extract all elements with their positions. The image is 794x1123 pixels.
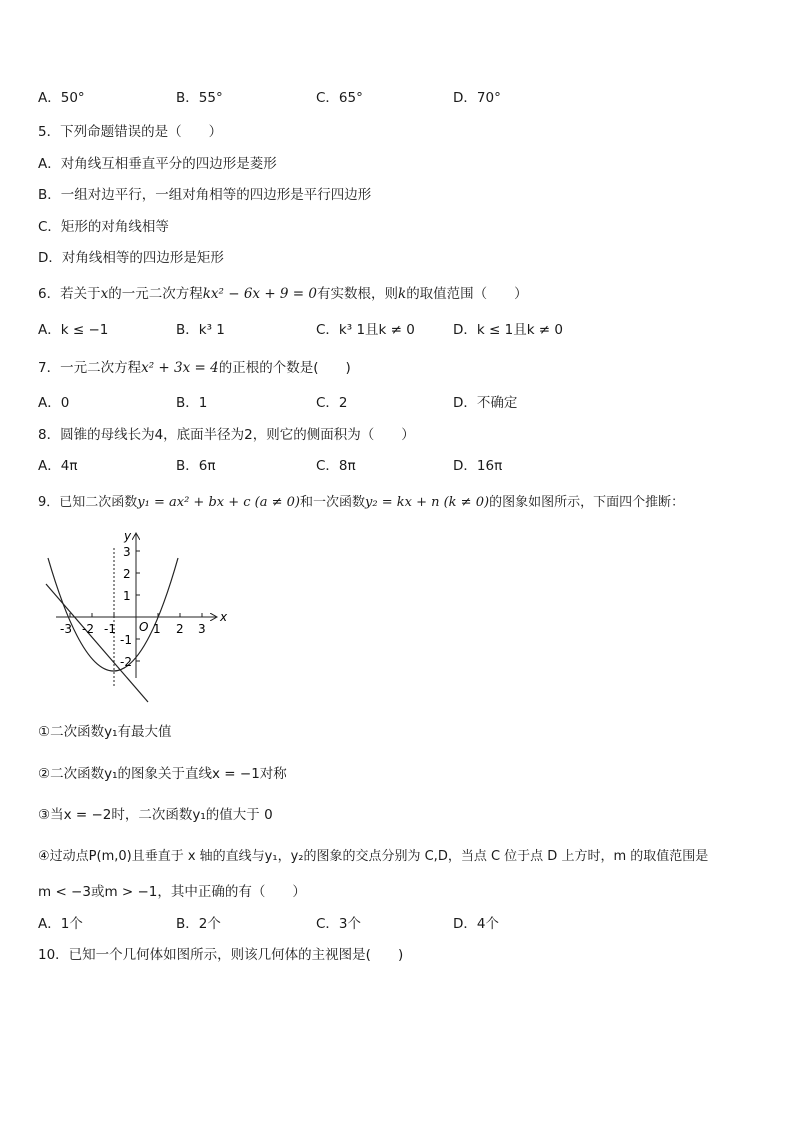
x-tick-label: 1: [153, 622, 161, 636]
origin-label: O: [139, 620, 149, 634]
q4-option-c: C．65°: [316, 90, 363, 106]
q9-graph: [38, 526, 238, 706]
q9-option-d: D．4个: [453, 916, 499, 932]
y-tick-label: -1: [120, 633, 132, 647]
q5-option-d: D．对角线相等的四边形是矩形: [38, 250, 224, 266]
x-tick-label: 3: [198, 622, 206, 636]
q5-option-a: A．对角线互相垂直平分的四边形是菱形: [38, 156, 277, 172]
q6-option-a: A．k ≤ −1: [38, 322, 109, 338]
q9-option-b: B．2个: [176, 916, 221, 932]
q6-stem-end: 的取值范围（ ）: [406, 286, 528, 302]
q6-stem: [38, 286, 528, 302]
q7-option-d: D．不确定: [453, 395, 518, 411]
q6-option-b: B．k³ 1: [176, 322, 225, 338]
q9-stem-pre: 9．已知二次函数: [38, 495, 138, 510]
q6-stem-mid: 的一元二次方程: [108, 286, 203, 302]
q9-stem-eq2: y₂ = kx + n (k ≠ 0): [365, 495, 490, 510]
q9-statement-4: ④过动点P(m,0)且垂直于 x 轴的直线与y₁，y₂的图象的交点分别为 C,D，当点 C 位于点 D 上方时，m 的取值范围是: [38, 849, 709, 864]
q9-stem-eq1: y₁ = ax² + bx + c (a ≠ 0): [137, 495, 300, 510]
q9-option-c: C．3个: [316, 916, 362, 932]
q9-stem: [38, 495, 684, 511]
q7-stem-post: 的正根的个数是( ): [218, 360, 351, 376]
q6-stem-eq: kx² − 6x + 9 = 0: [202, 286, 317, 302]
y-tick-label: 1: [123, 589, 131, 603]
line-y2: [46, 584, 148, 702]
q6-option-c: C．k³ 1且k ≠ 0: [316, 322, 415, 338]
q5-option-c: C．矩形的对角线相等: [38, 219, 169, 235]
y-tick-label: 3: [123, 545, 131, 559]
q10-stem: 10．已知一个几何体如图所示，则该几何体的主视图是( ): [38, 947, 404, 963]
y-axis-label: y: [124, 529, 132, 543]
x-tick-label: 2: [176, 622, 184, 636]
q5-option-b: B．一组对边平行，一组对角相等的四边形是平行四边形: [38, 187, 372, 203]
q9-stem-mid: 和一次函数: [300, 495, 366, 510]
q9-stem-post: 的图象如图所示，下面四个推断：: [489, 495, 685, 510]
q7-stem-pre: 7．一元二次方程: [38, 360, 142, 376]
q7-option-a: A．0: [38, 395, 70, 411]
q4-option-d: D．70°: [453, 90, 501, 106]
q9-statement-3: ③当x = −2时，二次函数y₁的值大于 0: [38, 807, 273, 823]
q8-option-b: B．6π: [176, 458, 216, 474]
q6-option-d: D．k ≤ 1且k ≠ 0: [453, 322, 563, 338]
q8-option-a: A．4π: [38, 458, 78, 474]
q9-statement-4-cont: m < −3或m > −1，其中正确的有（ ）: [38, 884, 306, 900]
q7-option-b: B．1: [176, 395, 208, 411]
q8-option-d: D．16π: [453, 458, 503, 474]
q6-stem-pre: 6．若关于: [38, 286, 101, 302]
y-tick-label: -2: [120, 655, 132, 669]
q9-statement-2: ②二次函数y₁的图象关于直线x = −1对称: [38, 766, 287, 782]
q6-stem-post: 有实数根，则: [317, 286, 398, 302]
q5-stem: 5．下列命题错误的是（ ）: [38, 124, 223, 140]
x-tick-label: -2: [82, 622, 94, 636]
q4-option-b: B．55°: [176, 90, 223, 106]
y-tick-marks: [136, 551, 140, 661]
x-tick-label: -1: [104, 622, 116, 636]
x-tick-label: -3: [60, 622, 72, 636]
q6-stem-k: k: [398, 286, 407, 302]
q9-statement-1: ①二次函数y₁有最大值: [38, 724, 172, 740]
x-axis-label: x: [220, 610, 228, 624]
q9-option-a: A．1个: [38, 916, 83, 932]
q8-stem: 8．圆锥的母线长为4，底面半径为2，则它的侧面积为（ ）: [38, 427, 415, 443]
q4-option-a: A．50°: [38, 90, 85, 106]
q7-stem-eq: x² + 3x = 4: [141, 360, 219, 376]
q8-option-c: C．8π: [316, 458, 356, 474]
y-tick-label: 2: [123, 567, 131, 581]
q7-stem: [38, 360, 351, 376]
q7-option-c: C．2: [316, 395, 348, 411]
q6-stem-var: x: [100, 286, 109, 302]
